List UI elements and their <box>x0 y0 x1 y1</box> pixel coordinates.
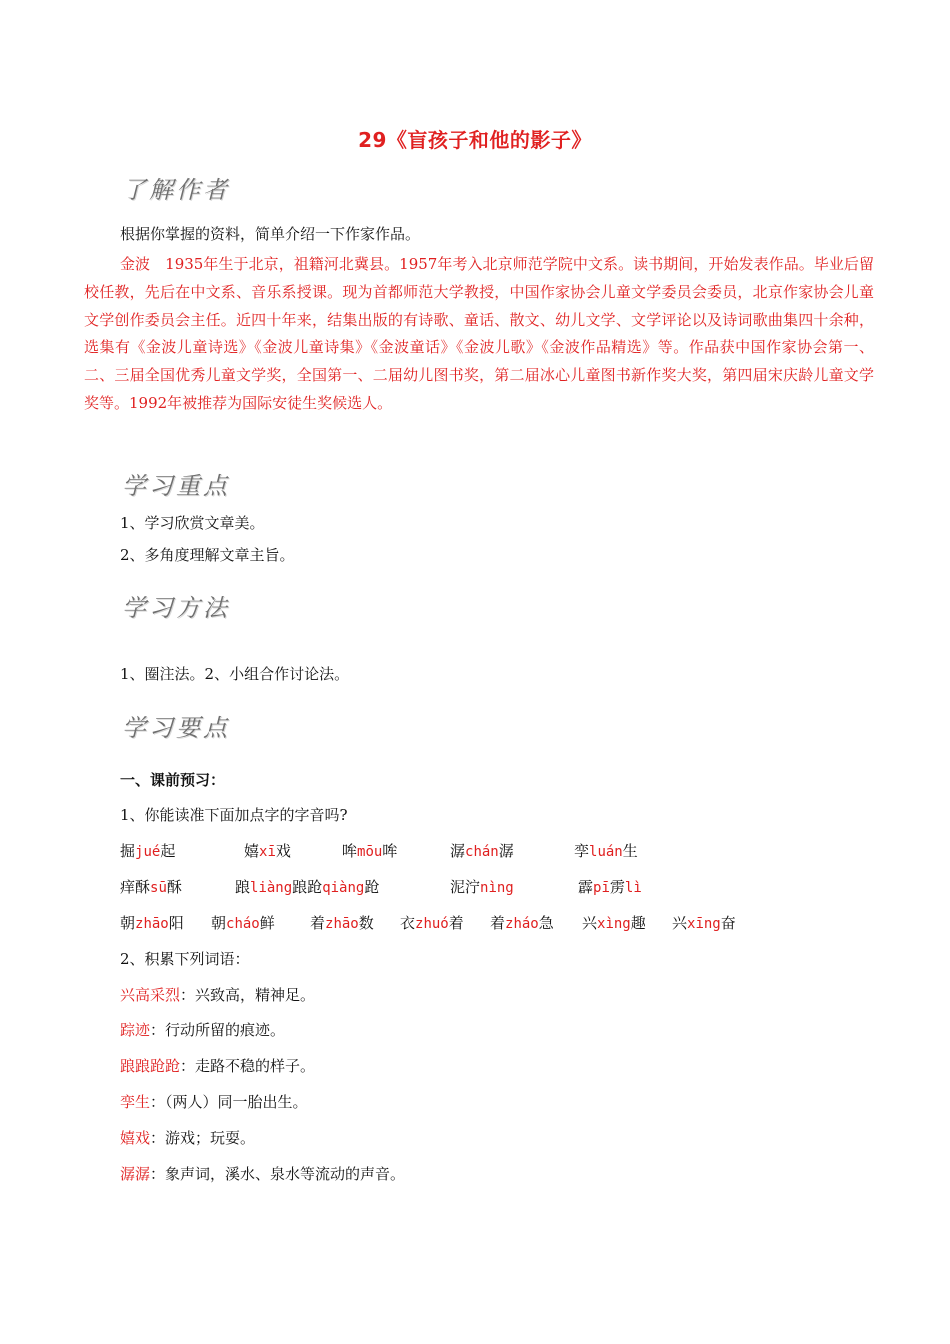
vocab-item: 嬉戏：游戏；玩耍。 <box>120 1129 256 1147</box>
pinyin-item: 痒酥sū酥 <box>120 878 182 896</box>
pinyin-item: 兴xìng趣 <box>582 914 646 932</box>
pinyin-item: 潺chán潺 <box>450 842 514 860</box>
pinyin-item: 踉liàng踉跄qiàng跄 <box>235 878 380 896</box>
vocab-item: 踉踉跄跄：走路不稳的样子。 <box>120 1057 316 1075</box>
pinyin-item: 哞mōu哞 <box>342 842 398 860</box>
pinyin-item: 朝zhāo阳 <box>120 914 184 932</box>
focus-item-2: 2、多角度理解文章主旨。 <box>120 546 295 564</box>
author-intro: 根据你掌握的资料，简单介绍一下作家作品。 <box>120 225 421 243</box>
author-bio: 金波 1935年生于北京，祖籍河北冀县。1957年考入北京师范学院中文系。读书期间，开始发表作品。毕业后留校任教，先后在中文系、音乐系授课。现为首都师范大学教授，中国作家协会儿童文学委员会委员，北京作家协会儿童文学创作委员会主任。近四十年来，结集出版的有诗歌、童话、散文、幼儿文学、文学评论以及诗词歌曲集四十余种，选集有《金波儿童诗选》《金波儿童诗集》《金波童话》《金波儿歌》《金波作品精选》等。作品获中国作家协会第一、二、三届全国优秀儿童文学奖，全国第一、二届幼儿图书奖，第二届冰心儿童图书新作奖大奖，第四届宋庆龄儿童文学奖等。1992年被推荐为国际安徒生奖候选人。 <box>84 255 874 412</box>
question-2: 2、积累下列词语： <box>120 950 250 968</box>
pinyin-item: 孪luán生 <box>574 842 638 860</box>
section-heading-method: 学习方法 <box>122 594 230 622</box>
pinyin-item: 掘jué起 <box>120 842 176 860</box>
vocab-item: 潺潺：象声词，溪水、泉水等流动的声音。 <box>120 1165 406 1183</box>
pinyin-item: 嬉xī戏 <box>244 842 291 860</box>
section-heading-focus: 学习重点 <box>122 472 230 500</box>
pinyin-item: 着zháo急 <box>490 914 554 932</box>
pinyin-item: 霹pī雳lì <box>578 878 642 896</box>
pinyin-item: 泥泞nìng <box>450 878 514 896</box>
preview-heading: 一、课前预习： <box>120 771 226 789</box>
question-1: 1、你能读准下面加点字的字音吗? <box>120 806 348 824</box>
pinyin-item: 衣zhuó着 <box>400 914 464 932</box>
page-title: 29《盲孩子和他的影子》 <box>358 128 592 152</box>
focus-item-1: 1、学习欣赏文章美。 <box>120 514 265 532</box>
section-heading-points: 学习要点 <box>122 714 230 742</box>
pinyin-item: 着zhāo数 <box>310 914 374 932</box>
pinyin-item: 兴xīng奋 <box>672 914 736 932</box>
vocab-item: 踪迹：行动所留的痕迹。 <box>120 1021 286 1039</box>
vocab-item: 孪生：（两人）同一胎出生。 <box>120 1093 308 1111</box>
vocab-item: 兴高采烈：兴致高，精神足。 <box>120 986 316 1004</box>
section-heading-author: 了解作者 <box>122 176 230 204</box>
pinyin-item: 朝cháo鲜 <box>211 914 275 932</box>
method-text: 1、圈注法。2、小组合作讨论法。 <box>120 665 350 683</box>
